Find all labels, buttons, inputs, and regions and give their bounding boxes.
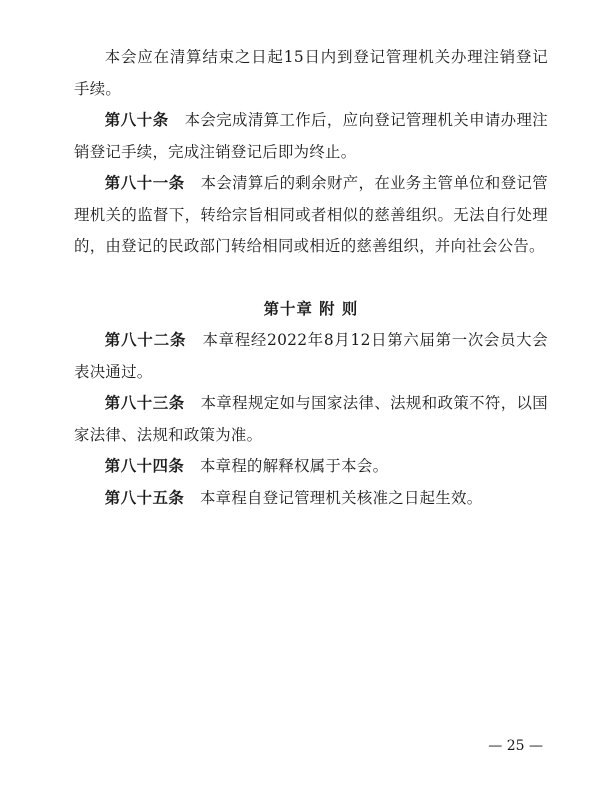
article-82: [74, 325, 548, 388]
article-text: 本章程经2022年8月12日第六届第一次会员大会表决通过。: [74, 331, 548, 381]
chapter-title: 第十章 附 则: [263, 299, 359, 318]
article-number: 第八十五条: [104, 488, 185, 507]
paragraph-clearance-deadline: [74, 42, 548, 105]
article-text: 本会完成清算工作后，应向登记管理机关申请办理注销登记手续，完成注销登记后即为终止。: [74, 111, 548, 161]
article-text: 本章程规定如与国家法律、法规和政策不符，以国家法律、法规和政策为准。: [74, 394, 548, 444]
article-text: 本章程的解释权属于本会。: [199, 457, 389, 475]
paragraph-text: 本会应在清算结束之日起15日内到登记管理机关办理注销登记手续。: [74, 48, 548, 98]
page-number: — 25 —: [488, 738, 543, 754]
article-number: 第八十二条: [104, 331, 187, 349]
article-81: [74, 168, 548, 263]
article-number: 第八十一条: [104, 174, 185, 192]
section-gap: [74, 263, 548, 294]
document-page: [74, 42, 548, 514]
article-83: [74, 388, 548, 451]
article-85: [74, 483, 548, 515]
article-text: 本会清算后的剩余财产，在业务主管单位和登记管理机关的监督下，转给宗旨相同或者相似的慈善组织。无法自行处理的，由登记的民政部门转给相同或相近的慈善组织，并向社会公告。: [74, 174, 548, 255]
article-text: 本章程自登记管理机关核准之日起生效。: [199, 488, 483, 507]
article-number: 第八十条: [104, 111, 169, 129]
article-number: 第八十三条: [104, 394, 185, 412]
article-number: 第八十四条: [104, 457, 185, 475]
article-84: [74, 451, 548, 483]
article-80: [74, 105, 548, 168]
